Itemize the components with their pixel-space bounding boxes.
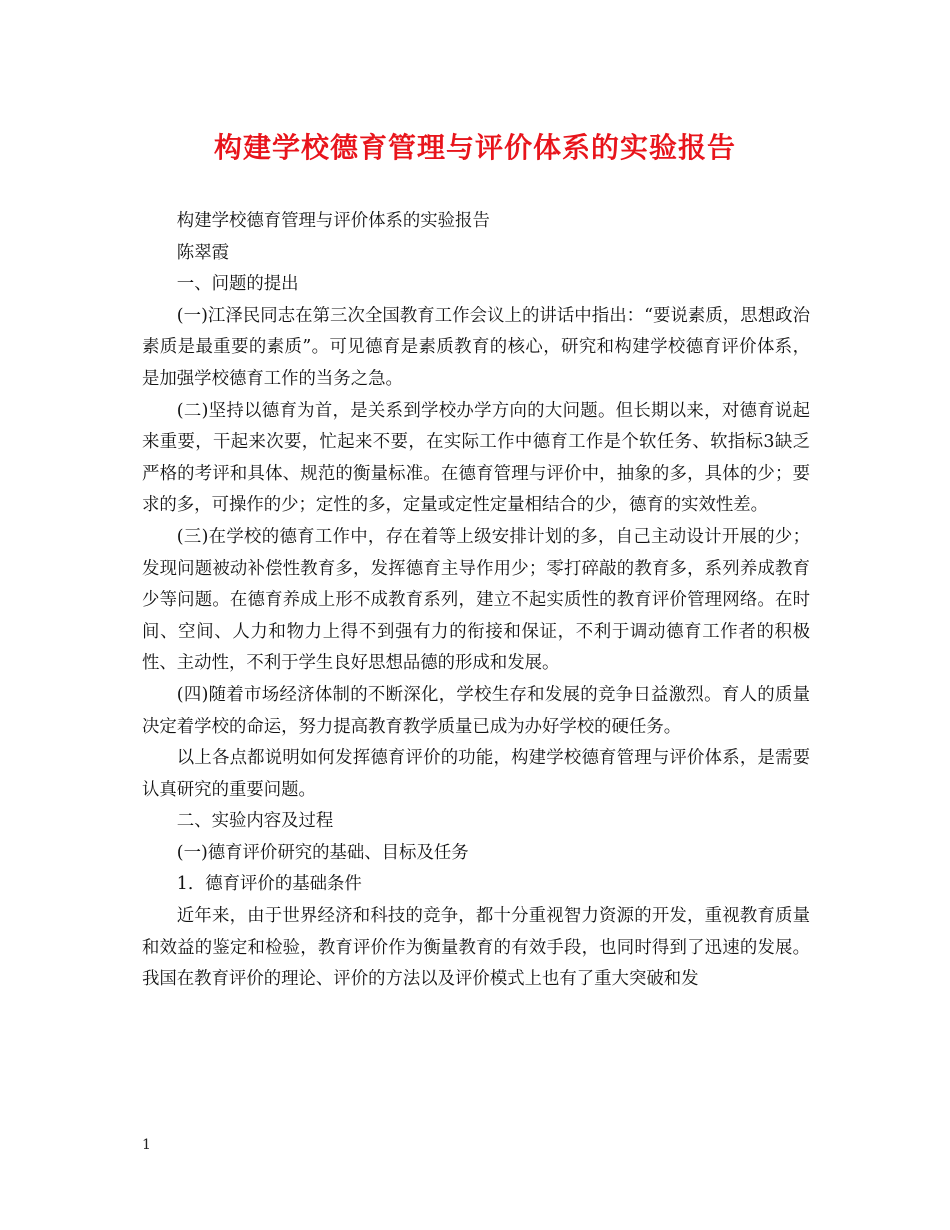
section-heading-1: 一、问题的提出: [176, 274, 299, 295]
paragraph-subtitle: 构建学校德育管理与评价体系的实验报告: [176, 211, 490, 231]
page-number: 1: [142, 1137, 151, 1153]
paragraph-author: 陈翠霞: [176, 242, 229, 263]
paragraph: 以上各点都说明如何发挥德育评价的功能，构建学校德育管理与评价体系，是需要认真研究的重要问题。: [142, 748, 810, 800]
paragraph: (二)坚持以德育为首，是关系到学校办学方向的大问题。但长期以来，对德育说起来重要，干起来次要，忙起来不要，在实际工作中德育工作是个软任务、软指标3缺乏严格的考评和具体、规范的衡量标准。在德育管理与评价中，抽象的多，具体的少；要求的多，可操作的少；定性的多，定量或定性定量相结合的少，德育的实效性差。: [142, 400, 810, 516]
paragraph: 近年来，由于世界经济和科技的竞争，都十分重视智力资源的开发，重视教育质量和效益的鉴定和检验，教育评价作为衡量教育的有效手段，也同时得到了迅速的发展。我国在教育评价的理论、评价的方法以及评价模式上也有了重大突破和发: [142, 906, 810, 990]
document-body: [142, 206, 810, 996]
paragraph: (四)随着市场经济体制的不断深化，学校生存和发展的竞争日益激烈。育人的质量决定着学校的命运，努力提高教育教学质量已成为办好学校的硬任务。: [142, 684, 810, 737]
document-title: 构建学校德育管理与评价体系的实验报告: [213, 131, 736, 164]
paragraph: (三)在学校的德育工作中，存在着等上级安排计划的多，自己主动设计开展的少；发现问题被动补偿性教育多，发挥德育主导作用少；零打碎敲的教育多，系列养成教育少等问题。在德育养成上形不成教育系列，建立不起实质性的教育评价管理网络。在时间、空间、人力和物力上得不到强有力的衔接和保证，不利于调动德育工作者的积极性、主动性，不利于学生良好思想品德的形成和发展。: [142, 526, 810, 674]
subsection-heading: (一)德育评价研究的基础、目标及任务: [176, 842, 469, 863]
section-heading-2: 二、实验内容及过程: [176, 811, 334, 832]
paragraph: (一)江泽民同志在第三次全国教育工作会议上的讲话中指出：“要说素质，思想政治素质是最重要的素质”。可见德育是素质教育的核心，研究和构建学校德育评价体系，是加强学校德育工作的当务之急。: [142, 305, 810, 389]
item-heading: 1．德育评价的基础条件: [176, 874, 362, 895]
